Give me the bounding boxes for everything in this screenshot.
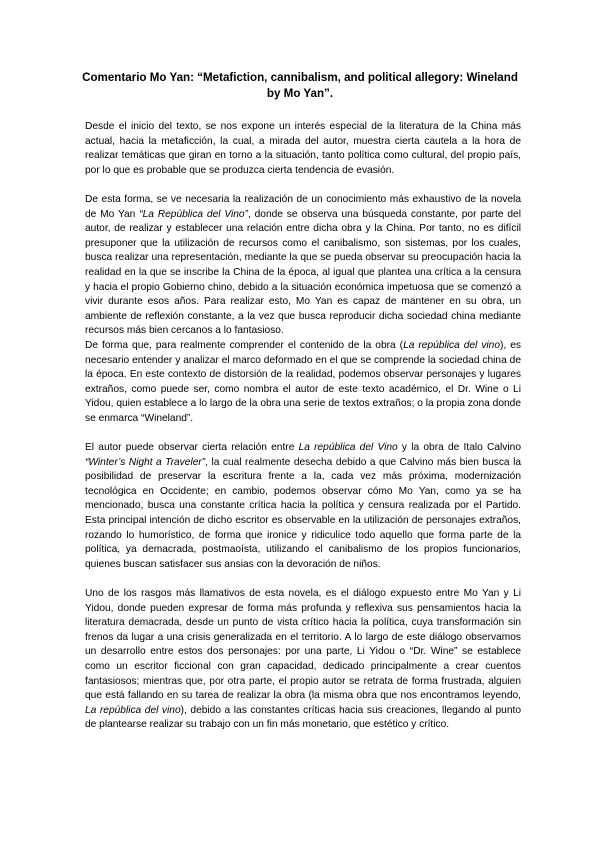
paragraph-3-text-a: De forma que, para realmente comprender el contenido de la obra ( bbox=[85, 339, 404, 351]
paragraph-gap bbox=[85, 572, 521, 587]
document-body bbox=[85, 120, 521, 733]
paragraph-2-text-c: , donde se observa una búsqueda constante, por parte del autor, de realizar y establecer una relación entre dicha obra y la China. Por tanto, no es difícil presuponer que la utilización de recursos como el canibalismo, son sistemas, por los cuales, busca realizar una representación, mediante la que se pueda observar su preocupación hacia la realidad en la que se inscribe la China de la época, al igual que plantea una crítica a la censura y hacia el propio Gobierno chino, debido a la situación económica impetuosa que se comenzó a vivir durante esos años. Para realizar esto, Mo Yan es capaz de mantener en su obra, un ambiente de reflexión constante, a la vez que busca reproducir dicha sociedad china mediante recursos más bien cercanos a lo fantasioso. bbox=[85, 208, 521, 337]
paragraph-5-work-title: La república del vino bbox=[85, 704, 181, 716]
paragraph-4 bbox=[85, 441, 521, 572]
paragraph-1: Desde el inicio del texto, se nos expone un interés especial de la literatura de la China más actual, hacia la metaficción, la cual, a mirada del autor, muestra cierta cautela a la hora de realizar temáticas que giran en torno a la situación, tanto política como cultural, del propio país, por lo que es probable que se produzca cierta tendencia de evasión. bbox=[85, 121, 521, 176]
paragraph-3-work-title: La república del vino bbox=[403, 339, 501, 351]
paragraph-4-text-e: , la cual realmente desecha debido a que Calvino más bien busca la posibilidad de preservar la escritura frente a la, cada vez más próxima, modernización tecnológica en Occidente; en cambio, podemos observar cómo Mo Yan, como ya se ha mencionado, busca una constante crítica hacia la política y censura realizada por el Partido. Esta principal intención de dicho escritor es observable en la utilización de personajes extraños, rozando lo humorístico, de forma que ironice y ridiculice todo aquello que forma parte de la política, ya demacrada, postmaoísta, utilizando el canibalismo de los propios funcionarios, quienes buscan satisfacer sus ansias con la devoración de niños. bbox=[85, 456, 521, 570]
document-title: Comentario Mo Yan: “Metafiction, cannibalism, and political allegory: Wineland by Mo Yan”. bbox=[82, 71, 518, 100]
paragraph-gap bbox=[85, 426, 521, 441]
paragraph-4-calvino-title: “Winter’s Night a Traveler” bbox=[85, 456, 206, 468]
paragraph-5-text-a: Uno de los rasgos más llamativos de esta novela, es el diálogo expuesto entre Mo Yan y Li Yidou, donde pueden expresar de forma más profunda y reflexiva sus pensamientos hacia la literatura demacrada, desde un punto de vista crítico hacia la política, cuya transformación sin frenos da lugar a una crisis generalizada en el territorio. A lo largo de este diálogo observamos un desarrollo entre estos dos personajes: por una parte, Li Yidou o “Dr. Wine” se establece como un escritor ficcional con gran capacidad, dedicado principalmente a crear cuentos fantasiosos; mientras que, por otra parte, el propio autor se retrata de forma frustrada, alguien que está fallando en su tarea de realizar la obra (la misma obra que nos encontramos leyendo, bbox=[85, 588, 521, 702]
paragraph-5-text-c: ), debido a las constantes críticas hacia sus creaciones, llegando al punto de plantearse realizar su trabajo con un fin más monetario, que estético y crítico. bbox=[85, 704, 521, 731]
paragraph-4-text-c: y la obra de Italo Calvino bbox=[397, 442, 521, 454]
paragraph-gap bbox=[85, 178, 521, 193]
paragraph-2-work-title: “La República del Vino” bbox=[139, 208, 248, 220]
paragraph-2-text-a: De esta forma, se ve necesaria la realización de un conocimiento más exhaustivo de la novela de Mo Yan bbox=[85, 193, 521, 220]
paragraph-2 bbox=[85, 193, 521, 339]
paragraph-3-text-c: ), es necesario entender y analizar el marco deformado en el que se comprende la sociedad china de la época. En este contexto de distorsión de la realidad, podemos observar personajes y lugares extraños, como puede ser, como nombra el autor de este texto académico, el Dr. Wine o Li Yidou, quien establece a lo largo de la obra una serie de textos extraños; o la propia zona donde se enmarca “Wineland”. bbox=[85, 339, 521, 424]
paragraph-4-work-title: La república del Vino bbox=[298, 442, 398, 454]
paragraph-4-text-a: El autor puede observar cierta relación entre bbox=[85, 442, 299, 454]
paragraph-3 bbox=[85, 339, 521, 427]
paragraph-5 bbox=[85, 587, 521, 733]
